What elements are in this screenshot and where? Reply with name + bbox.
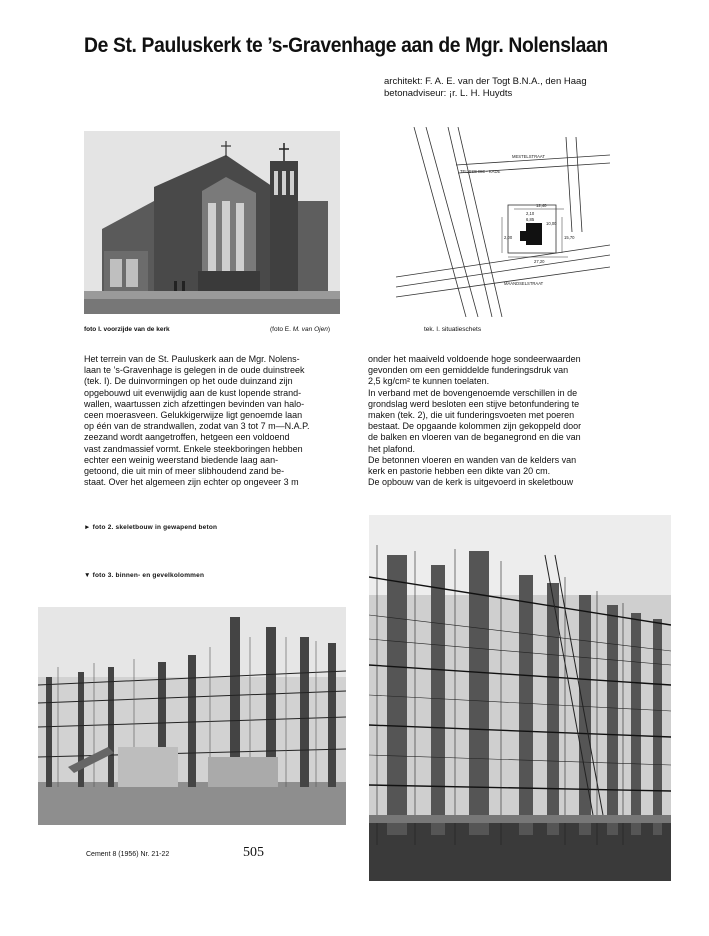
architect-credit: architekt: F. A. E. van der Togt B.N.A., den Haag (384, 76, 587, 87)
caption-foto-1-credit: (foto E. M. van Ojen) (270, 326, 330, 333)
text-line: (tek. I). De duinvormingen op het oude duinzand zijn (84, 376, 293, 387)
body-column-left (84, 354, 340, 488)
text-line: De opbouw van de kerk is uitgevoerd in skeletbouw (368, 477, 574, 488)
page-number: 505 (243, 845, 264, 860)
text-line: In verband met de bovengenoemde verschillen in de (368, 387, 578, 398)
text-line: De betonnen vloeren en wanden van de kelders van (368, 454, 577, 465)
caption-foto-3: ▼ foto 3. binnen- en gevelkolommen (84, 572, 205, 579)
page-title: De St. Pauluskerk te ’s-Gravenhage aan de Mgr. Nolenslaan (84, 34, 608, 57)
text-line: 2,5 kg/cm² te kunnen toelaten. (368, 376, 490, 387)
map-dim-3: 6,85 (526, 217, 535, 222)
text-line: bestaat. De opgaande kolommen zijn gekoppeld door (368, 421, 582, 432)
text-line: wallen, waartussen zich afzettingen bevinden van halo- (84, 398, 305, 409)
site-plan-sketch (396, 127, 610, 317)
map-label-street-top: MESTELSTRAAT (512, 154, 545, 159)
text-line: ceen moerasveen. Gelukkigerwijze ligt genoemde laan (84, 410, 303, 421)
text-line: grondslag werd besloten een stijve betonfundering te (368, 398, 580, 409)
map-dim-1: 12,40 (536, 203, 547, 208)
text-line: echter een weinig weerstand biedende laag aan- (84, 454, 279, 465)
map-label-street-bottom: MAANDSELSTRAAT (504, 281, 544, 286)
photo-church-facade (84, 131, 340, 314)
caption-foto-1: foto I. voorzijde van de kerk (84, 326, 170, 333)
text-line: onder het maaiveld voldoende hoge sondeerwaarden (368, 354, 581, 364)
text-line: de balken en vloeren van de beganegrond en die van (368, 432, 581, 443)
caption-tek-1: tek. I. situatieschets (424, 326, 482, 333)
text-line: maken (tek. 2), die uit funderingsvoeten met poeren (368, 410, 575, 421)
text-line: het plafond. (368, 443, 416, 454)
map-dim-4: 2,00 (504, 235, 513, 240)
concrete-advisor-credit: betonadviseur: ¡r. L. H. Huydts (384, 88, 513, 99)
map-dim-5: 10,00 (546, 221, 557, 226)
text-line: zeezand wordt aangetroffen, hetgeen een voldoend (84, 432, 290, 443)
text-line: Het terrein van de St. Pauluskerk aan de Mgr. Nolens- (84, 354, 300, 364)
text-line: gevonden om een gemiddelde funderingsdruk van (368, 365, 569, 376)
map-dim-7: 27,20 (534, 259, 545, 264)
credits (384, 76, 587, 100)
caption-foto-2: ► foto 2. skeletbouw in gewapend beton (84, 524, 218, 531)
photo-columns (38, 607, 346, 825)
map-label-street-mid: TEIJSSE DIE - KADE (460, 169, 501, 174)
text-line: vast zandmassief vormt. Enkele steekboringen hebben (84, 443, 303, 454)
text-line: opgebouwd uit evenwijdig aan de kust lopende strand- (84, 387, 302, 398)
journal-reference: Cement 8 (1956) Nr. 21-22 (86, 851, 170, 858)
text-line: kerk en pastorie hebben een dikte van 20 cm. (368, 466, 551, 477)
photo-skeleton-construction (369, 515, 671, 881)
text-line: staat. Over het algemeen zijn echter op ongeveer 3 m (84, 477, 299, 488)
text-line: getoond, die uit min of meer slibhoudend zand be- (84, 466, 285, 477)
body-column-right (368, 354, 622, 488)
map-dim-2: 2,10 (526, 211, 535, 216)
text-line: op één van de strandwallen, zodat van 3 tot 7 m—N.A.P. (84, 421, 310, 432)
text-line: laan te ’s-Gravenhage is gelegen in de oude duinstreek (84, 365, 305, 376)
map-dim-6: 15,70 (564, 235, 575, 240)
